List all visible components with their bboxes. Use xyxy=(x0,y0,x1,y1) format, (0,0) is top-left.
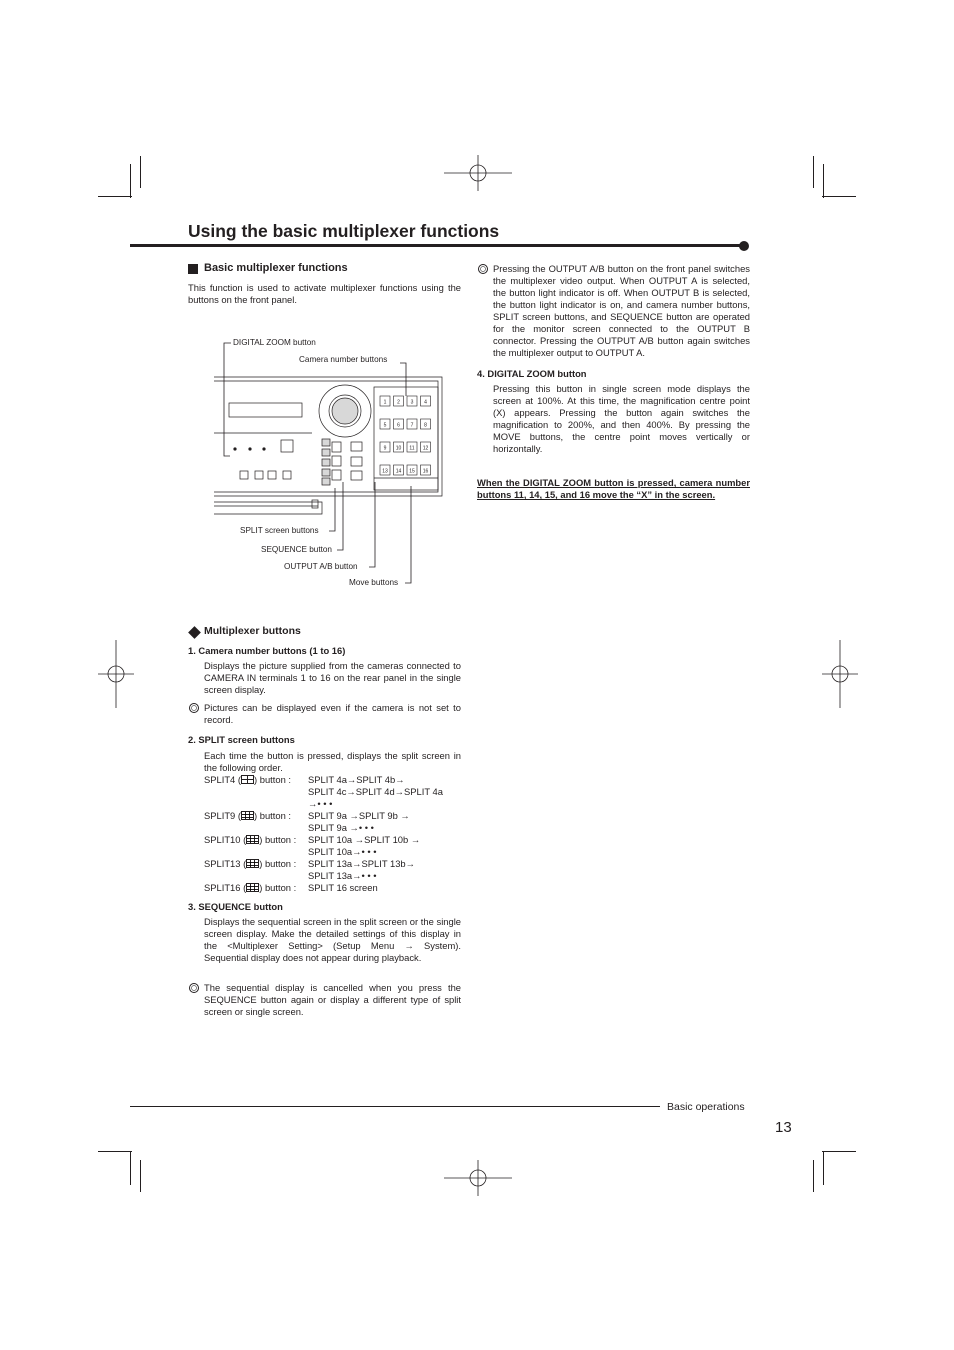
item-title: 3. SEQUENCE button xyxy=(188,901,283,912)
item-title: 2. SPLIT screen buttons xyxy=(188,734,295,745)
keypad-key-label: 13 xyxy=(382,468,388,475)
split-row-seq: SPLIT 4a→SPLIT 4b→ xyxy=(308,774,405,785)
label-output-ab: OUTPUT A/B button xyxy=(284,562,358,571)
crop-mark xyxy=(822,196,856,197)
keypad-key-label: 7 xyxy=(410,422,414,429)
split-row-seq: SPLIT 10a →SPLIT 10b → xyxy=(308,834,421,845)
section-bullet xyxy=(188,264,198,274)
item-title: 4. DIGITAL ZOOM button xyxy=(477,368,587,379)
registration-mark xyxy=(444,1160,512,1196)
keypad-key-label: 10 xyxy=(395,445,402,452)
keypad-key-label: 2 xyxy=(397,399,400,406)
split-row-seq: SPLIT 9a →SPLIT 9b → xyxy=(308,810,410,821)
item-body: Pressing this button in single screen mode displays the screen at 100%. At this time, the magnification centre point (X) appears. Pressing the button again switches the magnification to 200%, and then 400%. By pressing the MOVE buttons, the centre point moves vertically or horizontally. xyxy=(493,383,750,454)
label-sequence: SEQUENCE button xyxy=(261,545,332,554)
crop-mark xyxy=(140,156,141,188)
section-intro: This function is used to activate multiplexer functions using the buttons on the front panel. xyxy=(188,282,461,305)
crop-mark xyxy=(98,196,132,197)
keypad-key-label: 3 xyxy=(410,399,414,406)
title-rule xyxy=(130,244,740,247)
note-icon xyxy=(189,703,199,713)
split-row-label: SPLIT9 ( ) button : xyxy=(204,810,292,821)
keypad-key-label: 14 xyxy=(395,468,402,475)
front-panel-figure xyxy=(212,336,462,592)
keypad-key-label: 9 xyxy=(383,445,387,452)
split-row-label: SPLIT13 ( ) button : xyxy=(204,858,297,869)
camera-keypad xyxy=(380,396,431,475)
split-row-seq: →• • • xyxy=(308,798,333,809)
keypad-key-label: 1 xyxy=(383,399,387,406)
subsection-heading: Multiplexer buttons xyxy=(204,625,301,637)
footer-section: Basic operations xyxy=(667,1101,745,1113)
note-icon xyxy=(478,264,488,274)
crop-mark xyxy=(130,164,131,198)
registration-mark xyxy=(444,155,512,191)
note-text: Pressing the OUTPUT A/B button on the front panel switches the multiplexer video output. When OUTPUT A is selected, the button light indicator is off. When OUTPUT B is selected, the button light indicator is on, and camera number buttons, SPLIT screen buttons, and SEQUENCE button are operated for the monitor screen connected to the OUTPUT B connector. Pressing the OUTPUT A/B button again switches the multiplexer output to OUTPUT A. xyxy=(493,263,750,358)
crop-mark xyxy=(822,1151,856,1152)
split-row-label: SPLIT4 ( ) button : xyxy=(204,774,292,785)
split4-icon xyxy=(241,775,254,784)
keypad-key-label: 8 xyxy=(424,422,427,429)
keypad-key-label: 16 xyxy=(422,468,429,475)
crop-mark xyxy=(140,1160,141,1192)
split9-icon xyxy=(241,811,254,820)
split-row-seq: SPLIT 13a→SPLIT 13b→ xyxy=(308,858,416,869)
keypad-key-label: 4 xyxy=(424,399,427,406)
crop-mark xyxy=(823,164,824,198)
note-text: The sequential display is cancelled when you press the SEQUENCE button again or display a different type of split screen or single screen. xyxy=(204,982,461,1017)
split13-icon xyxy=(246,859,259,868)
item-body: Each time the button is pressed, displays the split screen in the following order. xyxy=(204,750,461,773)
split-row-seq: SPLIT 13a→• • • xyxy=(308,870,377,881)
item-body: Displays the sequential screen in the split screen or the single screen display. Make the detailed settings of this display in the <Multiplexer Setting> (Setup Menu → System). Sequential display does not appear during playback. xyxy=(204,916,461,963)
crop-mark xyxy=(823,1151,824,1185)
registration-mark xyxy=(822,640,858,708)
title-dot xyxy=(739,241,749,251)
page-number: 13 xyxy=(775,1119,792,1136)
split10-icon xyxy=(246,835,259,844)
warning-text: When the DIGITAL ZOOM button is pressed, camera number buttons 11, 14, 15, and 16 move the “X” in the screen. xyxy=(477,477,750,500)
split-row-seq: SPLIT 16 screen xyxy=(308,882,378,893)
label-digital-zoom: DIGITAL ZOOM button xyxy=(233,338,316,347)
registration-mark xyxy=(98,640,134,708)
keypad-key-label: 5 xyxy=(383,422,387,429)
note-icon xyxy=(189,983,199,993)
item-body: Displays the picture supplied from the cameras connected to CAMERA IN terminals 1 to 16 on the rear panel in the single screen display. xyxy=(204,660,461,695)
note-text: Pictures can be displayed even if the camera is not set to record. xyxy=(204,702,461,725)
crop-mark xyxy=(130,1151,131,1185)
split-row-seq: SPLIT 10a→• • • xyxy=(308,846,377,857)
crop-mark xyxy=(813,1160,814,1192)
keypad-key-label: 12 xyxy=(422,445,429,452)
split-row-label: SPLIT16 ( ) button : xyxy=(204,882,297,893)
split-row-seq: SPLIT 4c→SPLIT 4d→SPLIT 4a xyxy=(308,786,443,797)
label-move: Move buttons xyxy=(349,578,399,587)
crop-mark xyxy=(813,156,814,188)
split16-icon xyxy=(246,883,259,892)
crop-mark xyxy=(98,1151,132,1152)
keypad-key-label: 6 xyxy=(397,422,400,429)
page-title: Using the basic multiplexer functions xyxy=(188,221,500,241)
split-row-label: SPLIT10 ( ) button : xyxy=(204,834,297,845)
label-split-screen: SPLIT screen buttons xyxy=(240,526,319,535)
split-row-seq: SPLIT 9a →• • • xyxy=(308,822,374,833)
footer-rule xyxy=(130,1106,660,1107)
keypad-key-label: 15 xyxy=(409,468,415,475)
keypad-key-label: 11 xyxy=(409,445,415,452)
label-camera-number: Camera number buttons xyxy=(299,355,388,364)
section-heading: Basic multiplexer functions xyxy=(204,262,348,274)
subsection-bullet xyxy=(188,626,201,639)
item-title: 1. Camera number buttons (1 to 16) xyxy=(188,645,346,656)
